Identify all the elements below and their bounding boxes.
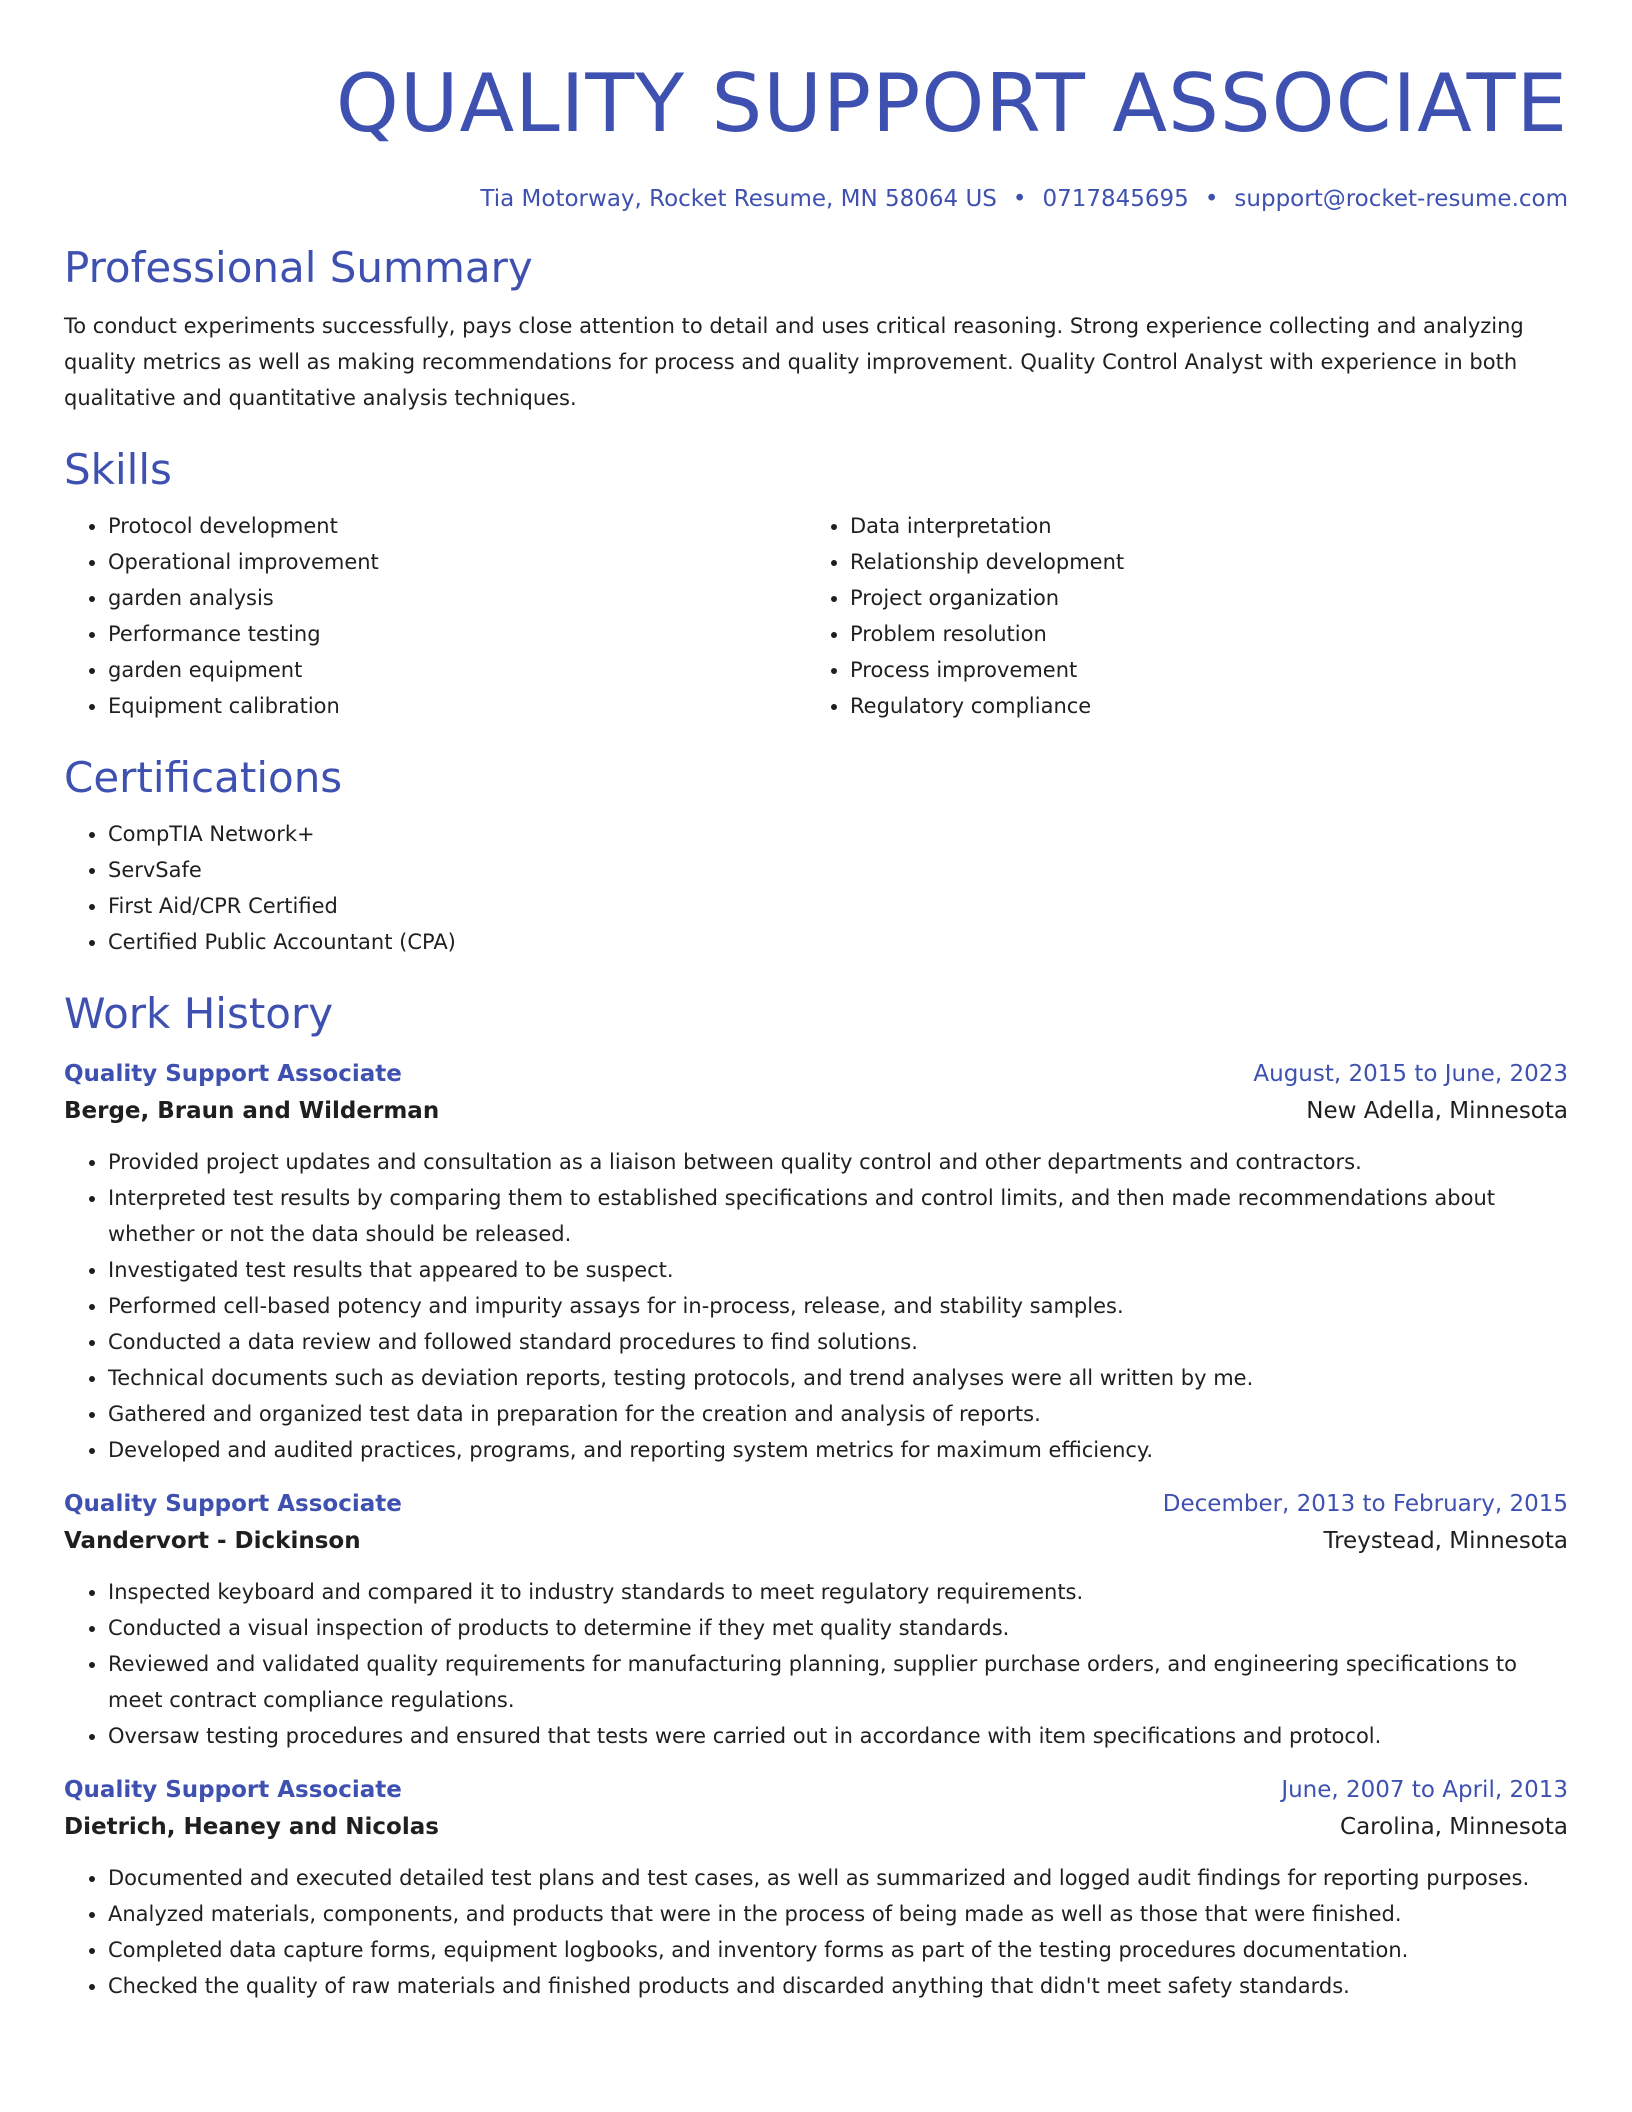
work-history-heading: Work History: [64, 989, 334, 1038]
job-entry: [64, 1486, 1568, 1754]
contact-phone: 0717845695: [1042, 186, 1189, 212]
certification-item: • ServSafe: [108, 852, 1568, 888]
job-dates: December, 2013 to February, 2015: [1162, 1491, 1568, 1517]
job-header-row: [64, 1772, 1568, 1808]
job-location: New Adella, Minnesota: [1306, 1098, 1568, 1124]
job-bullet: • Checked the quality of raw materials and finished products and discarded anything that didn't meet safety standards.: [108, 1968, 1568, 2004]
job-bullets: [64, 1860, 1568, 2004]
skill-item: • Relationship development: [850, 544, 1548, 580]
job-bullet: • Technical documents such as deviation reports, testing protocols, and trend analyses were all written by me.: [108, 1360, 1568, 1396]
job-bullet: • Conducted a visual inspection of products to determine if they met quality standards.: [108, 1610, 1568, 1646]
job-dates: August, 2015 to June, 2023: [1253, 1061, 1568, 1087]
resume-page: [64, 0, 1568, 2004]
skill-item: • garden analysis: [108, 580, 806, 616]
job-title: Quality Support Associate: [64, 1061, 402, 1087]
job-bullet: • Analyzed materials, components, and products that were in the process of being made as well as those that were finished.: [108, 1896, 1568, 1932]
job-employer-row: [64, 1092, 1568, 1130]
job-bullet: • Inspected keyboard and compared it to industry standards to meet regulatory requirements.: [108, 1574, 1568, 1610]
skill-item: • Operational improvement: [108, 544, 806, 580]
skills-list-left: [64, 508, 806, 724]
job-header-row: [64, 1486, 1568, 1522]
job-bullet: • Completed data capture forms, equipment logbooks, and inventory forms as part of the testing procedures documentation.: [108, 1932, 1568, 1968]
job-location: Carolina, Minnesota: [1340, 1814, 1568, 1840]
skill-item: • Problem resolution: [850, 616, 1548, 652]
job-entry: [64, 1772, 1568, 2004]
job-bullet: • Interpreted test results by comparing them to established specifications and control limits, and then made recommendations about whether or not the data should be released.: [108, 1180, 1568, 1252]
job-employer: Berge, Braun and Wilderman: [64, 1098, 440, 1124]
separator-dot: •: [1204, 186, 1219, 212]
summary-text: To conduct experiments successfully, pays close attention to detail and uses critical reasoning. Strong experience collecting and analyzing quality metrics as well as making recommendations for process and quality improvement. Quality Control Analyst with experience in both qualitative and quantitative analysis techniques.: [64, 314, 1524, 410]
skills-columns: [64, 496, 1568, 724]
job-location: Treystead, Minnesota: [1323, 1528, 1568, 1554]
job-bullet: • Provided project updates and consultation as a liaison between quality control and other departments and contractors.: [108, 1144, 1568, 1180]
job-bullets: [64, 1144, 1568, 1468]
certification-item: • CompTIA Network+: [108, 816, 1568, 852]
skill-item: • Equipment calibration: [108, 688, 806, 724]
job-employer-row: [64, 1808, 1568, 1846]
job-title: Quality Support Associate: [64, 1777, 402, 1803]
job-bullets: [64, 1574, 1568, 1754]
certifications-heading: Certifications: [64, 753, 343, 802]
job-bullet: • Investigated test results that appeared to be suspect.: [108, 1252, 1568, 1288]
job-bullet: • Developed and audited practices, programs, and reporting system metrics for maximum efficiency.: [108, 1432, 1568, 1468]
job-bullet: • Performed cell-based potency and impurity assays for in-process, release, and stability samples.: [108, 1288, 1568, 1324]
job-employer-row: [64, 1522, 1568, 1560]
job-bullet: • Gathered and organized test data in preparation for the creation and analysis of reports.: [108, 1396, 1568, 1432]
job-bullet: • Documented and executed detailed test plans and test cases, as well as summarized and logged audit findings for reporting purposes.: [108, 1860, 1568, 1896]
resume-title: QUALITY SUPPORT ASSOCIATE: [335, 57, 1568, 150]
certification-item: • Certified Public Accountant (CPA): [108, 924, 1568, 960]
job-employer: Dietrich, Heaney and Nicolas: [64, 1814, 439, 1840]
skill-item: • Project organization: [850, 580, 1548, 616]
job-bullet: • Reviewed and validated quality requirements for manufacturing planning, supplier purchase orders, and engineering specifications to meet contract compliance regulations.: [108, 1646, 1568, 1718]
job-title: Quality Support Associate: [64, 1491, 402, 1517]
separator-dot: •: [1012, 186, 1027, 212]
skill-item: • Process improvement: [850, 652, 1548, 688]
skill-item: • Data interpretation: [850, 508, 1548, 544]
skill-item: • Regulatory compliance: [850, 688, 1548, 724]
summary-heading: Professional Summary: [64, 243, 533, 292]
contact-line: [64, 184, 1568, 214]
skill-item: • garden equipment: [108, 652, 806, 688]
job-header-row: [64, 1056, 1568, 1092]
job-bullet: • Oversaw testing procedures and ensured that tests were carried out in accordance with item specifications and protocol.: [108, 1718, 1568, 1754]
skill-item: • Protocol development: [108, 508, 806, 544]
job-entry: [64, 1056, 1568, 1468]
contact-address: Tia Motorway, Rocket Resume, MN 58064 US: [480, 186, 997, 212]
job-dates: June, 2007 to April, 2013: [1281, 1777, 1568, 1803]
skills-heading: Skills: [64, 445, 172, 494]
certifications-list: [64, 816, 1568, 960]
job-bullet: • Conducted a data review and followed standard procedures to find solutions.: [108, 1324, 1568, 1360]
skill-item: • Performance testing: [108, 616, 806, 652]
contact-email: support@rocket-resume.com: [1234, 186, 1568, 212]
certification-item: • First Aid/CPR Certified: [108, 888, 1568, 924]
skills-list-right: [806, 508, 1548, 724]
job-employer: Vandervort - Dickinson: [64, 1528, 361, 1554]
